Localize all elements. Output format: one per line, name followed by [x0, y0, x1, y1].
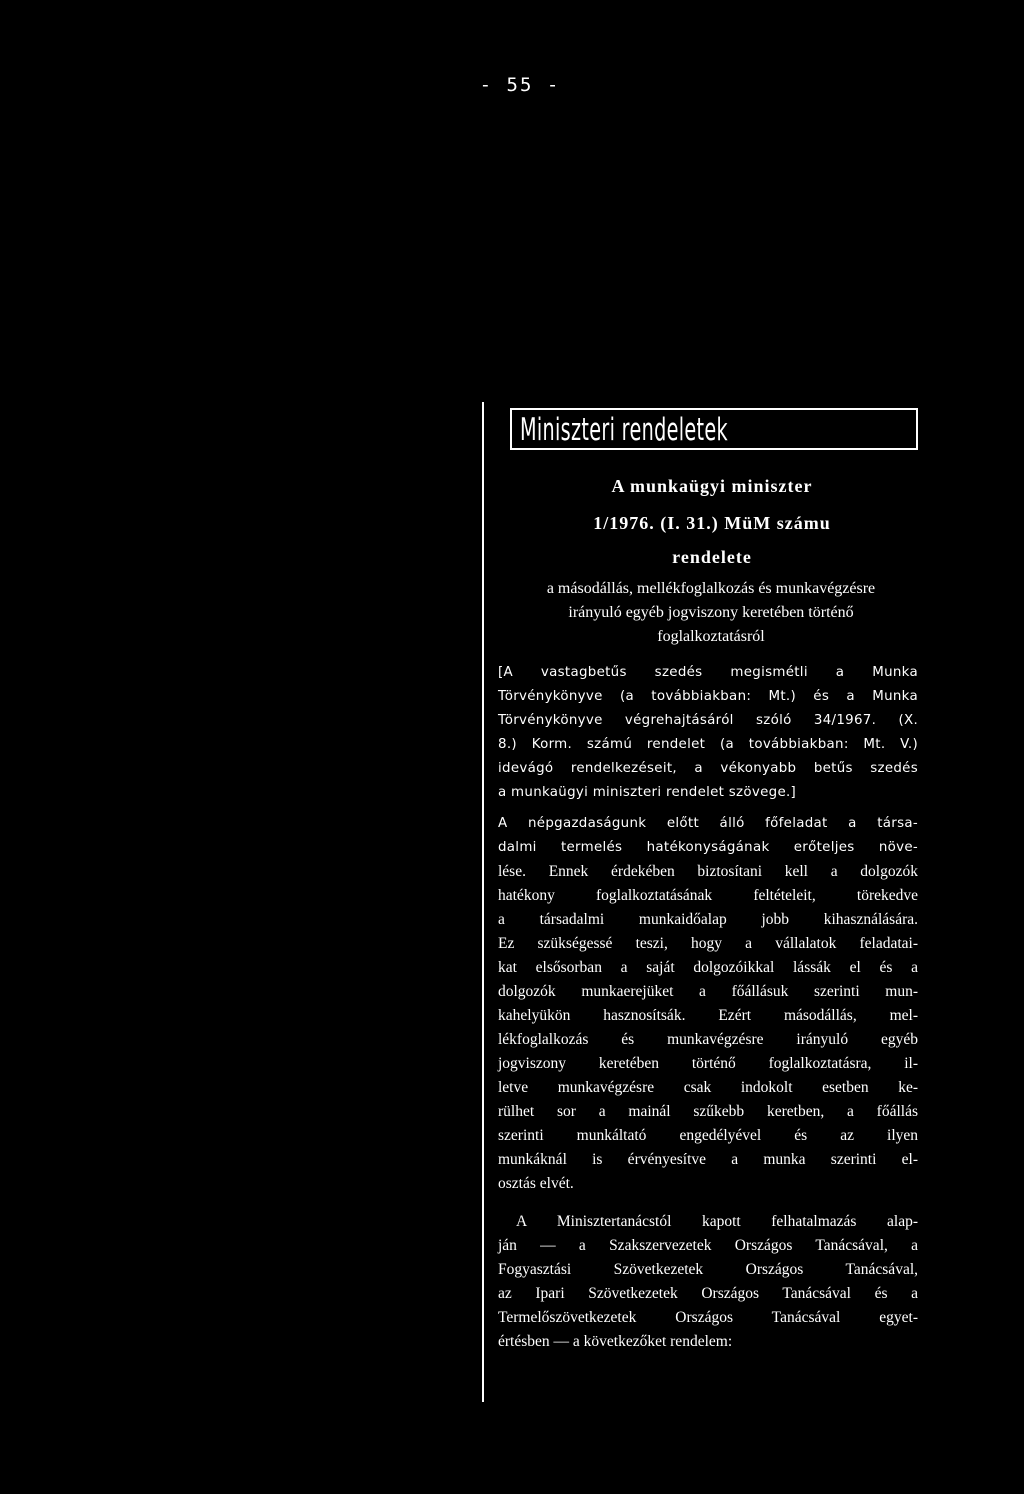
paragraph2-line: A Minisztertanácstól kapott felhatalmazás alap-	[516, 1213, 918, 1230]
heading-line-2: 1/1976. (I. 31.) MüM számu	[593, 513, 831, 533]
heading-line-3: rendelete	[672, 547, 752, 567]
paragraph1-line: kahelyükön hasznosítsák. Ezért másodállás, mel-	[498, 1007, 918, 1024]
paragraph1-line: Ez szükségessé teszi, hogy a vállalatok feladatai-	[498, 935, 918, 952]
paragraph2-line: az Ipari Szövetkezetek Országos Tanácsával és a	[498, 1285, 918, 1302]
paragraph1-line: letve munkavégzésre csak indokolt esetben ke-	[498, 1079, 918, 1096]
section-header-title: Miniszteri rendeletek	[520, 412, 728, 448]
paragraph2-line: ján — a Szakszervezetek Országos Tanácsával, a	[498, 1237, 918, 1254]
paragraph1-line: munkáknál is érvényesítve a munka szerinti el-	[498, 1151, 918, 1168]
paragraph2-line: Termelőszövetkezetek Országos Tanácsával egyet-	[498, 1309, 918, 1326]
subtitle-line-2: irányuló egyéb jogviszony keretében történő	[568, 604, 854, 621]
paragraph1-line: jogviszony keretében történő foglalkoztatásra, il-	[498, 1055, 918, 1072]
heading-line-1: A munkaügyi miniszter	[611, 476, 813, 496]
note-line: idevágó rendelkezéseit, a vékonyabb betűs szedés	[498, 761, 918, 776]
paragraph1-line: hatékony foglalkoztatásának feltételeit, törekedve	[498, 887, 918, 904]
paragraph1-line: a társadalmi munkaidőalap jobb kihasználására.	[498, 911, 918, 928]
paragraph2-line: Fogyasztási Szövetkezetek Országos Tanácsával,	[498, 1261, 918, 1278]
paragraph1-line: rülhet sor a mainál szűkebb keretben, a főállás	[498, 1103, 918, 1120]
subtitle-line-1: a másodállás, mellékfoglalkozás és munkavégzésre	[546, 580, 876, 597]
note-line: Törvénykönyve (a továbbiakban: Mt.) és a Munka	[498, 689, 918, 704]
column-rule	[482, 402, 484, 1402]
note-line: [A vastagbetűs szedés megismétli a Munka	[498, 665, 918, 680]
note-line: Törvénykönyve végrehajtásáról szóló 34/1967. (X.	[498, 713, 918, 728]
section-header-box	[510, 408, 918, 450]
paragraph1-line: lékfoglalkozás és munkavégzésre irányuló egyéb	[498, 1031, 918, 1048]
note-line: a munkaügyi miniszteri rendelet szövege.]	[498, 785, 797, 800]
paragraph1-line: dolgozók munkaerejüket a főállásuk szerinti mun-	[498, 983, 918, 1000]
paragraph1-line: lése. Ennek érdekében biztosítani kell a dolgozók	[498, 863, 918, 880]
paragraph1-line: kat elsősorban a saját dolgozóikkal lássák el és a	[498, 959, 918, 976]
paragraph1-line: A népgazdaságunk előtt álló főfeladat a társa-	[498, 816, 918, 831]
paragraph1-line: osztás elvét.	[498, 1175, 574, 1192]
page-number: - 55 -	[479, 74, 561, 96]
paragraph2-line: értésben — a következőket rendelem:	[498, 1333, 733, 1350]
note-line: 8.) Korm. számú rendelet (a továbbiakban: Mt. V.)	[498, 737, 918, 752]
text-column	[482, 402, 927, 1402]
subtitle-line-3: foglalkoztatásról	[657, 628, 765, 645]
paragraph1-line: szerinti munkáltató engedélyével és az ilyen	[498, 1127, 918, 1144]
paragraph1-line: dalmi termelés hatékonyságának erőteljes növe-	[498, 840, 918, 855]
